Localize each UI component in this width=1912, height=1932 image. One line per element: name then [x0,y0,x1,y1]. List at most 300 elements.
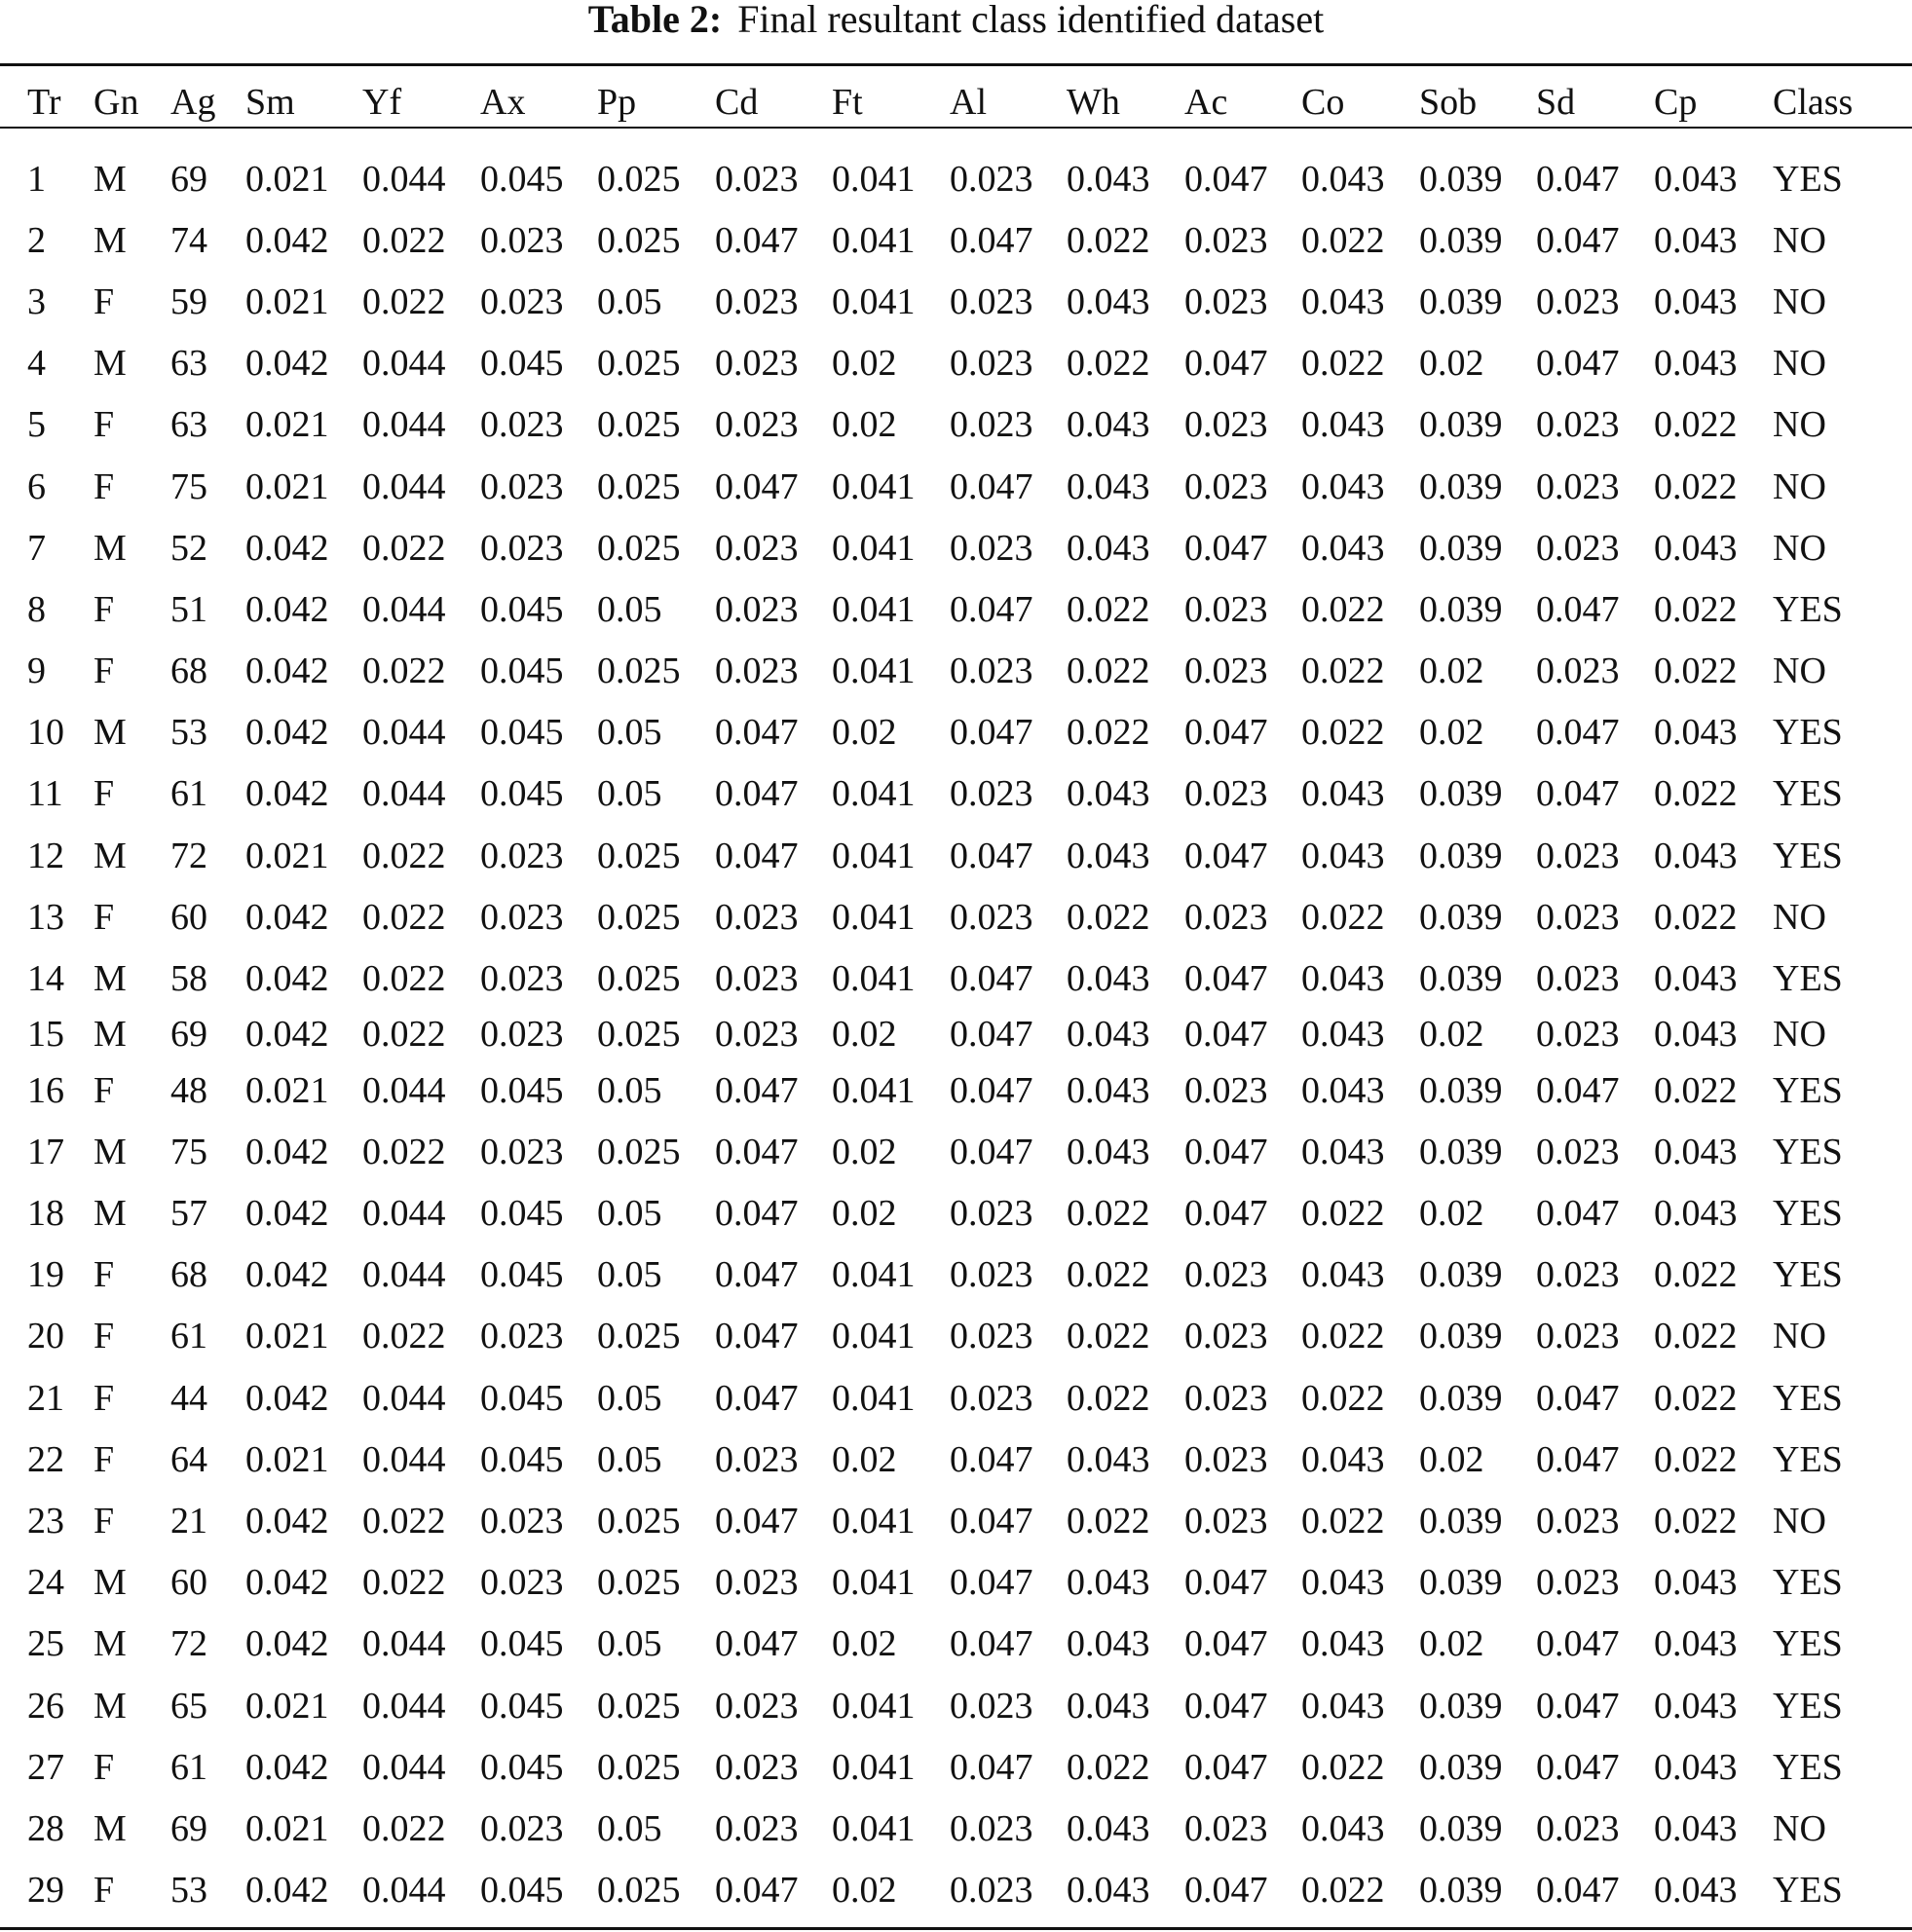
cell-ax: 0.045 [480,588,564,630]
cell-sob: 0.02 [1419,1623,1484,1665]
table-body [0,148,1912,1921]
cell-ft: 0.02 [832,404,897,446]
cell-yf: 0.044 [362,1623,446,1665]
cell-ax: 0.045 [480,712,564,754]
cell-co: 0.022 [1301,343,1385,385]
row-spacer [0,517,27,578]
row-spacer [0,1183,27,1245]
cell-ac: 0.023 [1184,404,1268,446]
cell-gn: M [94,343,127,385]
cell-sd: 0.047 [1536,773,1620,815]
row-spacer [0,1860,27,1921]
cell-al: 0.023 [950,896,1033,938]
cell-ax: 0.045 [480,1069,564,1111]
cell-yf: 0.044 [362,1069,446,1111]
table-row [0,825,1912,886]
cell-co: 0.043 [1301,1623,1385,1665]
cell-ax: 0.023 [480,280,564,322]
cell-cp: 0.043 [1654,158,1738,200]
cell-tr: 3 [27,280,46,322]
cell-cd: 0.047 [715,712,799,754]
column-header-wh: Wh [1067,82,1120,123]
cell-gn: F [94,588,115,630]
row-spacer [0,1306,27,1367]
cell-class: NO [1773,343,1826,385]
cell-ft: 0.041 [832,158,916,200]
cell-wh: 0.022 [1067,219,1150,261]
cell-co: 0.043 [1301,158,1385,200]
cell-sd: 0.023 [1536,1316,1620,1357]
cell-class: NO [1773,219,1826,261]
cell-wh: 0.043 [1067,958,1150,1000]
cell-yf: 0.022 [362,1131,446,1172]
cell-sob: 0.039 [1419,219,1503,261]
cell-gn: M [94,219,127,261]
row-spacer [0,1490,27,1551]
cell-ag: 51 [170,588,207,630]
cell-ft: 0.02 [832,1193,897,1235]
cell-pp: 0.05 [597,712,662,754]
cell-tr: 18 [27,1193,64,1235]
cell-cp: 0.043 [1654,280,1738,322]
cell-tr: 7 [27,527,46,569]
cell-co: 0.022 [1301,1746,1385,1788]
cell-co: 0.043 [1301,1438,1385,1480]
cell-class: YES [1773,1193,1843,1235]
table-row [0,1490,1912,1551]
cell-yf: 0.044 [362,404,446,446]
cell-yf: 0.044 [362,1377,446,1419]
table-row [0,394,1912,456]
cell-co: 0.043 [1301,280,1385,322]
cell-sob: 0.039 [1419,958,1503,1000]
column-header-ac: Ac [1184,82,1228,123]
cell-cd: 0.047 [715,1316,799,1357]
cell-gn: F [94,1254,115,1296]
cell-ag: 63 [170,404,207,446]
cell-co: 0.043 [1301,1562,1385,1604]
table-row [0,1010,1912,1060]
cell-tr: 12 [27,835,64,876]
cell-ft: 0.041 [832,1069,916,1111]
cell-co: 0.022 [1301,1193,1385,1235]
cell-ft: 0.041 [832,1316,916,1357]
cell-sob: 0.039 [1419,896,1503,938]
cell-sob: 0.02 [1419,1193,1484,1235]
cell-tr: 8 [27,588,46,630]
cell-ax: 0.023 [480,219,564,261]
cell-gn: F [94,1870,115,1912]
cell-sm: 0.042 [245,1746,329,1788]
cell-wh: 0.043 [1067,1069,1150,1111]
cell-ft: 0.041 [832,896,916,938]
cell-cd: 0.023 [715,1685,799,1727]
cell-ax: 0.023 [480,1014,564,1056]
row-spacer [0,1798,27,1859]
cell-ax: 0.045 [480,1377,564,1419]
cell-tr: 27 [27,1746,64,1788]
cell-wh: 0.022 [1067,343,1150,385]
cell-gn: F [94,1069,115,1111]
cell-class: YES [1773,835,1843,876]
cell-yf: 0.044 [362,158,446,200]
cell-ft: 0.041 [832,465,916,507]
cell-al: 0.023 [950,280,1033,322]
cell-ag: 60 [170,896,207,938]
cell-yf: 0.044 [362,1254,446,1296]
cell-yf: 0.044 [362,773,446,815]
column-header-sm: Sm [245,82,295,123]
cell-yf: 0.044 [362,1870,446,1912]
cell-gn: F [94,650,115,692]
cell-ft: 0.041 [832,1746,916,1788]
cell-pp: 0.025 [597,835,681,876]
cell-yf: 0.044 [362,588,446,630]
table-row [0,1121,1912,1182]
cell-ft: 0.041 [832,219,916,261]
cell-tr: 16 [27,1069,64,1111]
cell-sm: 0.042 [245,712,329,754]
cell-cd: 0.047 [715,1501,799,1542]
cell-cp: 0.022 [1654,1316,1738,1357]
cell-co: 0.043 [1301,404,1385,446]
cell-cp: 0.043 [1654,219,1738,261]
cell-class: YES [1773,1069,1843,1111]
cell-wh: 0.022 [1067,896,1150,938]
cell-wh: 0.022 [1067,1254,1150,1296]
cell-pp: 0.025 [597,1562,681,1604]
cell-sob: 0.039 [1419,1069,1503,1111]
cell-class: YES [1773,158,1843,200]
cell-co: 0.022 [1301,1870,1385,1912]
cell-tr: 14 [27,958,64,1000]
cell-yf: 0.022 [362,958,446,1000]
cell-yf: 0.044 [362,1193,446,1235]
cell-ft: 0.041 [832,650,916,692]
cell-cp: 0.022 [1654,465,1738,507]
cell-pp: 0.025 [597,404,681,446]
cell-sob: 0.039 [1419,835,1503,876]
cell-cp: 0.043 [1654,1014,1738,1056]
table-row [0,1675,1912,1736]
cell-sm: 0.021 [245,1069,329,1111]
cell-al: 0.023 [950,1254,1033,1296]
cell-wh: 0.043 [1067,1438,1150,1480]
cell-sm: 0.021 [245,1685,329,1727]
table-row [0,702,1912,763]
cell-wh: 0.043 [1067,280,1150,322]
cell-sob: 0.02 [1419,343,1484,385]
cell-ac: 0.023 [1184,1438,1268,1480]
cell-ax: 0.045 [480,1193,564,1235]
row-spacer [0,1552,27,1614]
cell-class: YES [1773,1623,1843,1665]
cell-pp: 0.05 [597,1193,662,1235]
cell-sob: 0.039 [1419,1685,1503,1727]
cell-sd: 0.023 [1536,1807,1620,1849]
column-header-yf: Yf [362,82,402,123]
table-caption [0,0,1912,39]
cell-pp: 0.025 [597,958,681,1000]
cell-co: 0.022 [1301,650,1385,692]
cell-pp: 0.025 [597,465,681,507]
top-rule [0,63,1912,66]
cell-ft: 0.041 [832,1501,916,1542]
cell-cd: 0.023 [715,588,799,630]
cell-ag: 61 [170,1316,207,1357]
row-spacer [0,148,27,209]
cell-cd: 0.023 [715,650,799,692]
cell-al: 0.047 [950,219,1033,261]
cell-co: 0.043 [1301,1014,1385,1056]
row-spacer [0,271,27,332]
cell-ax: 0.023 [480,465,564,507]
column-header-tr: Tr [27,82,61,123]
cell-sob: 0.039 [1419,1316,1503,1357]
cell-gn: F [94,773,115,815]
cell-sd: 0.047 [1536,1069,1620,1111]
cell-co: 0.043 [1301,1807,1385,1849]
cell-cd: 0.047 [715,1131,799,1172]
cell-sm: 0.042 [245,1014,329,1056]
cell-cp: 0.043 [1654,1746,1738,1788]
cell-co: 0.022 [1301,588,1385,630]
cell-cp: 0.022 [1654,1501,1738,1542]
row-spacer [0,209,27,271]
cell-sob: 0.039 [1419,1870,1503,1912]
cell-ag: 21 [170,1501,207,1542]
cell-class: YES [1773,712,1843,754]
cell-al: 0.023 [950,1807,1033,1849]
row-spacer [0,1059,27,1121]
cell-wh: 0.043 [1067,773,1150,815]
cell-sob: 0.039 [1419,1501,1503,1542]
cell-ac: 0.047 [1184,1562,1268,1604]
cell-sd: 0.023 [1536,1131,1620,1172]
cell-cp: 0.022 [1654,1069,1738,1111]
column-header-ft: Ft [832,82,863,123]
cell-cp: 0.043 [1654,1193,1738,1235]
cell-wh: 0.043 [1067,1014,1150,1056]
cell-gn: F [94,1316,115,1357]
cell-al: 0.047 [950,1069,1033,1111]
cell-cp: 0.043 [1654,958,1738,1000]
cell-co: 0.043 [1301,1069,1385,1111]
cell-ag: 75 [170,1131,207,1172]
cell-al: 0.023 [950,343,1033,385]
cell-sd: 0.023 [1536,280,1620,322]
cell-cp: 0.043 [1654,1807,1738,1849]
cell-cp: 0.043 [1654,1562,1738,1604]
cell-sob: 0.039 [1419,527,1503,569]
cell-ft: 0.041 [832,773,916,815]
cell-wh: 0.022 [1067,1746,1150,1788]
cell-gn: F [94,404,115,446]
cell-cp: 0.043 [1654,527,1738,569]
cell-cp: 0.022 [1654,896,1738,938]
cell-cp: 0.022 [1654,588,1738,630]
row-spacer [0,641,27,702]
cell-ag: 53 [170,712,207,754]
cell-wh: 0.043 [1067,158,1150,200]
cell-sob: 0.039 [1419,1807,1503,1849]
cell-sm: 0.042 [245,1501,329,1542]
cell-ac: 0.047 [1184,1746,1268,1788]
cell-wh: 0.043 [1067,1562,1150,1604]
header-row [0,71,1912,133]
cell-ag: 69 [170,1807,207,1849]
cell-ac: 0.023 [1184,1316,1268,1357]
row-spacer [0,1429,27,1490]
row-spacer [0,1614,27,1675]
cell-cp: 0.022 [1654,1254,1738,1296]
row-spacer [0,825,27,886]
cell-cd: 0.047 [715,465,799,507]
cell-tr: 2 [27,219,46,261]
cell-cd: 0.047 [715,1623,799,1665]
cell-wh: 0.043 [1067,1870,1150,1912]
cell-sm: 0.042 [245,527,329,569]
row-spacer [0,1121,27,1182]
cell-class: NO [1773,650,1826,692]
cell-pp: 0.05 [597,1069,662,1111]
cell-ac: 0.023 [1184,1254,1268,1296]
cell-tr: 11 [27,773,63,815]
cell-yf: 0.044 [362,1746,446,1788]
cell-ax: 0.023 [480,1316,564,1357]
cell-wh: 0.022 [1067,712,1150,754]
cell-sd: 0.023 [1536,958,1620,1000]
cell-ac: 0.023 [1184,773,1268,815]
row-spacer [0,1367,27,1429]
cell-ac: 0.047 [1184,1870,1268,1912]
cell-sm: 0.042 [245,1623,329,1665]
cell-sm: 0.042 [245,588,329,630]
cell-sd: 0.047 [1536,588,1620,630]
cell-wh: 0.022 [1067,1193,1150,1235]
cell-tr: 19 [27,1254,64,1296]
cell-tr: 9 [27,650,46,692]
cell-ac: 0.047 [1184,1685,1268,1727]
cell-sm: 0.042 [245,1254,329,1296]
cell-cd: 0.023 [715,958,799,1000]
cell-ft: 0.02 [832,712,897,754]
cell-gn: F [94,1377,115,1419]
cell-gn: F [94,1438,115,1480]
cell-ax: 0.023 [480,404,564,446]
cell-sd: 0.023 [1536,835,1620,876]
cell-tr: 21 [27,1377,64,1419]
cell-ax: 0.045 [480,1685,564,1727]
column-header-ax: Ax [480,82,526,123]
cell-cd: 0.023 [715,527,799,569]
cell-yf: 0.044 [362,712,446,754]
cell-tr: 1 [27,158,46,200]
cell-pp: 0.025 [597,1870,681,1912]
cell-cd: 0.023 [715,896,799,938]
cell-ag: 60 [170,1562,207,1604]
cell-al: 0.023 [950,404,1033,446]
cell-gn: M [94,1685,127,1727]
column-header-ag: Ag [170,82,216,123]
cell-tr: 28 [27,1807,64,1849]
cell-sd: 0.023 [1536,1501,1620,1542]
cell-ax: 0.045 [480,1746,564,1788]
cell-ag: 69 [170,1014,207,1056]
cell-ac: 0.047 [1184,1623,1268,1665]
column-header-cd: Cd [715,82,759,123]
cell-yf: 0.022 [362,1501,446,1542]
table-row [0,148,1912,209]
cell-al: 0.047 [950,465,1033,507]
cell-sob: 0.039 [1419,773,1503,815]
cell-ac: 0.047 [1184,1193,1268,1235]
cell-gn: F [94,280,115,322]
cell-tr: 25 [27,1623,64,1665]
cell-yf: 0.022 [362,219,446,261]
cell-ft: 0.041 [832,835,916,876]
cell-sob: 0.039 [1419,588,1503,630]
cell-gn: M [94,1807,127,1849]
cell-ax: 0.023 [480,835,564,876]
cell-co: 0.043 [1301,1131,1385,1172]
cell-tr: 15 [27,1014,64,1056]
cell-pp: 0.025 [597,343,681,385]
table-row [0,1059,1912,1121]
cell-gn: M [94,1193,127,1235]
cell-al: 0.047 [950,1501,1033,1542]
cell-ft: 0.02 [832,1131,897,1172]
cell-yf: 0.022 [362,650,446,692]
cell-wh: 0.022 [1067,1377,1150,1419]
cell-cp: 0.022 [1654,650,1738,692]
cell-class: YES [1773,1254,1843,1296]
table-row [0,763,1912,825]
cell-yf: 0.022 [362,527,446,569]
cell-class: YES [1773,773,1843,815]
cell-ac: 0.047 [1184,343,1268,385]
cell-ag: 57 [170,1193,207,1235]
table-row [0,641,1912,702]
cell-wh: 0.022 [1067,1501,1150,1542]
cell-pp: 0.025 [597,219,681,261]
cell-class: YES [1773,1685,1843,1727]
cell-pp: 0.05 [597,1807,662,1849]
cell-ac: 0.023 [1184,219,1268,261]
cell-cp: 0.043 [1654,712,1738,754]
cell-cd: 0.047 [715,1254,799,1296]
cell-al: 0.047 [950,1746,1033,1788]
column-header-pp: Pp [597,82,637,123]
cell-sd: 0.047 [1536,1685,1620,1727]
cell-yf: 0.044 [362,343,446,385]
cell-sm: 0.042 [245,219,329,261]
table-row [0,947,1912,1009]
cell-ax: 0.045 [480,773,564,815]
cell-pp: 0.05 [597,1254,662,1296]
cell-sob: 0.039 [1419,1131,1503,1172]
cell-al: 0.023 [950,1193,1033,1235]
cell-class: NO [1773,1807,1826,1849]
cell-pp: 0.025 [597,158,681,200]
cell-ft: 0.041 [832,527,916,569]
cell-ax: 0.023 [480,1131,564,1172]
cell-al: 0.047 [950,835,1033,876]
table-row [0,1552,1912,1614]
cell-ag: 52 [170,527,207,569]
cell-cd: 0.023 [715,1746,799,1788]
header-spacer [0,71,27,133]
